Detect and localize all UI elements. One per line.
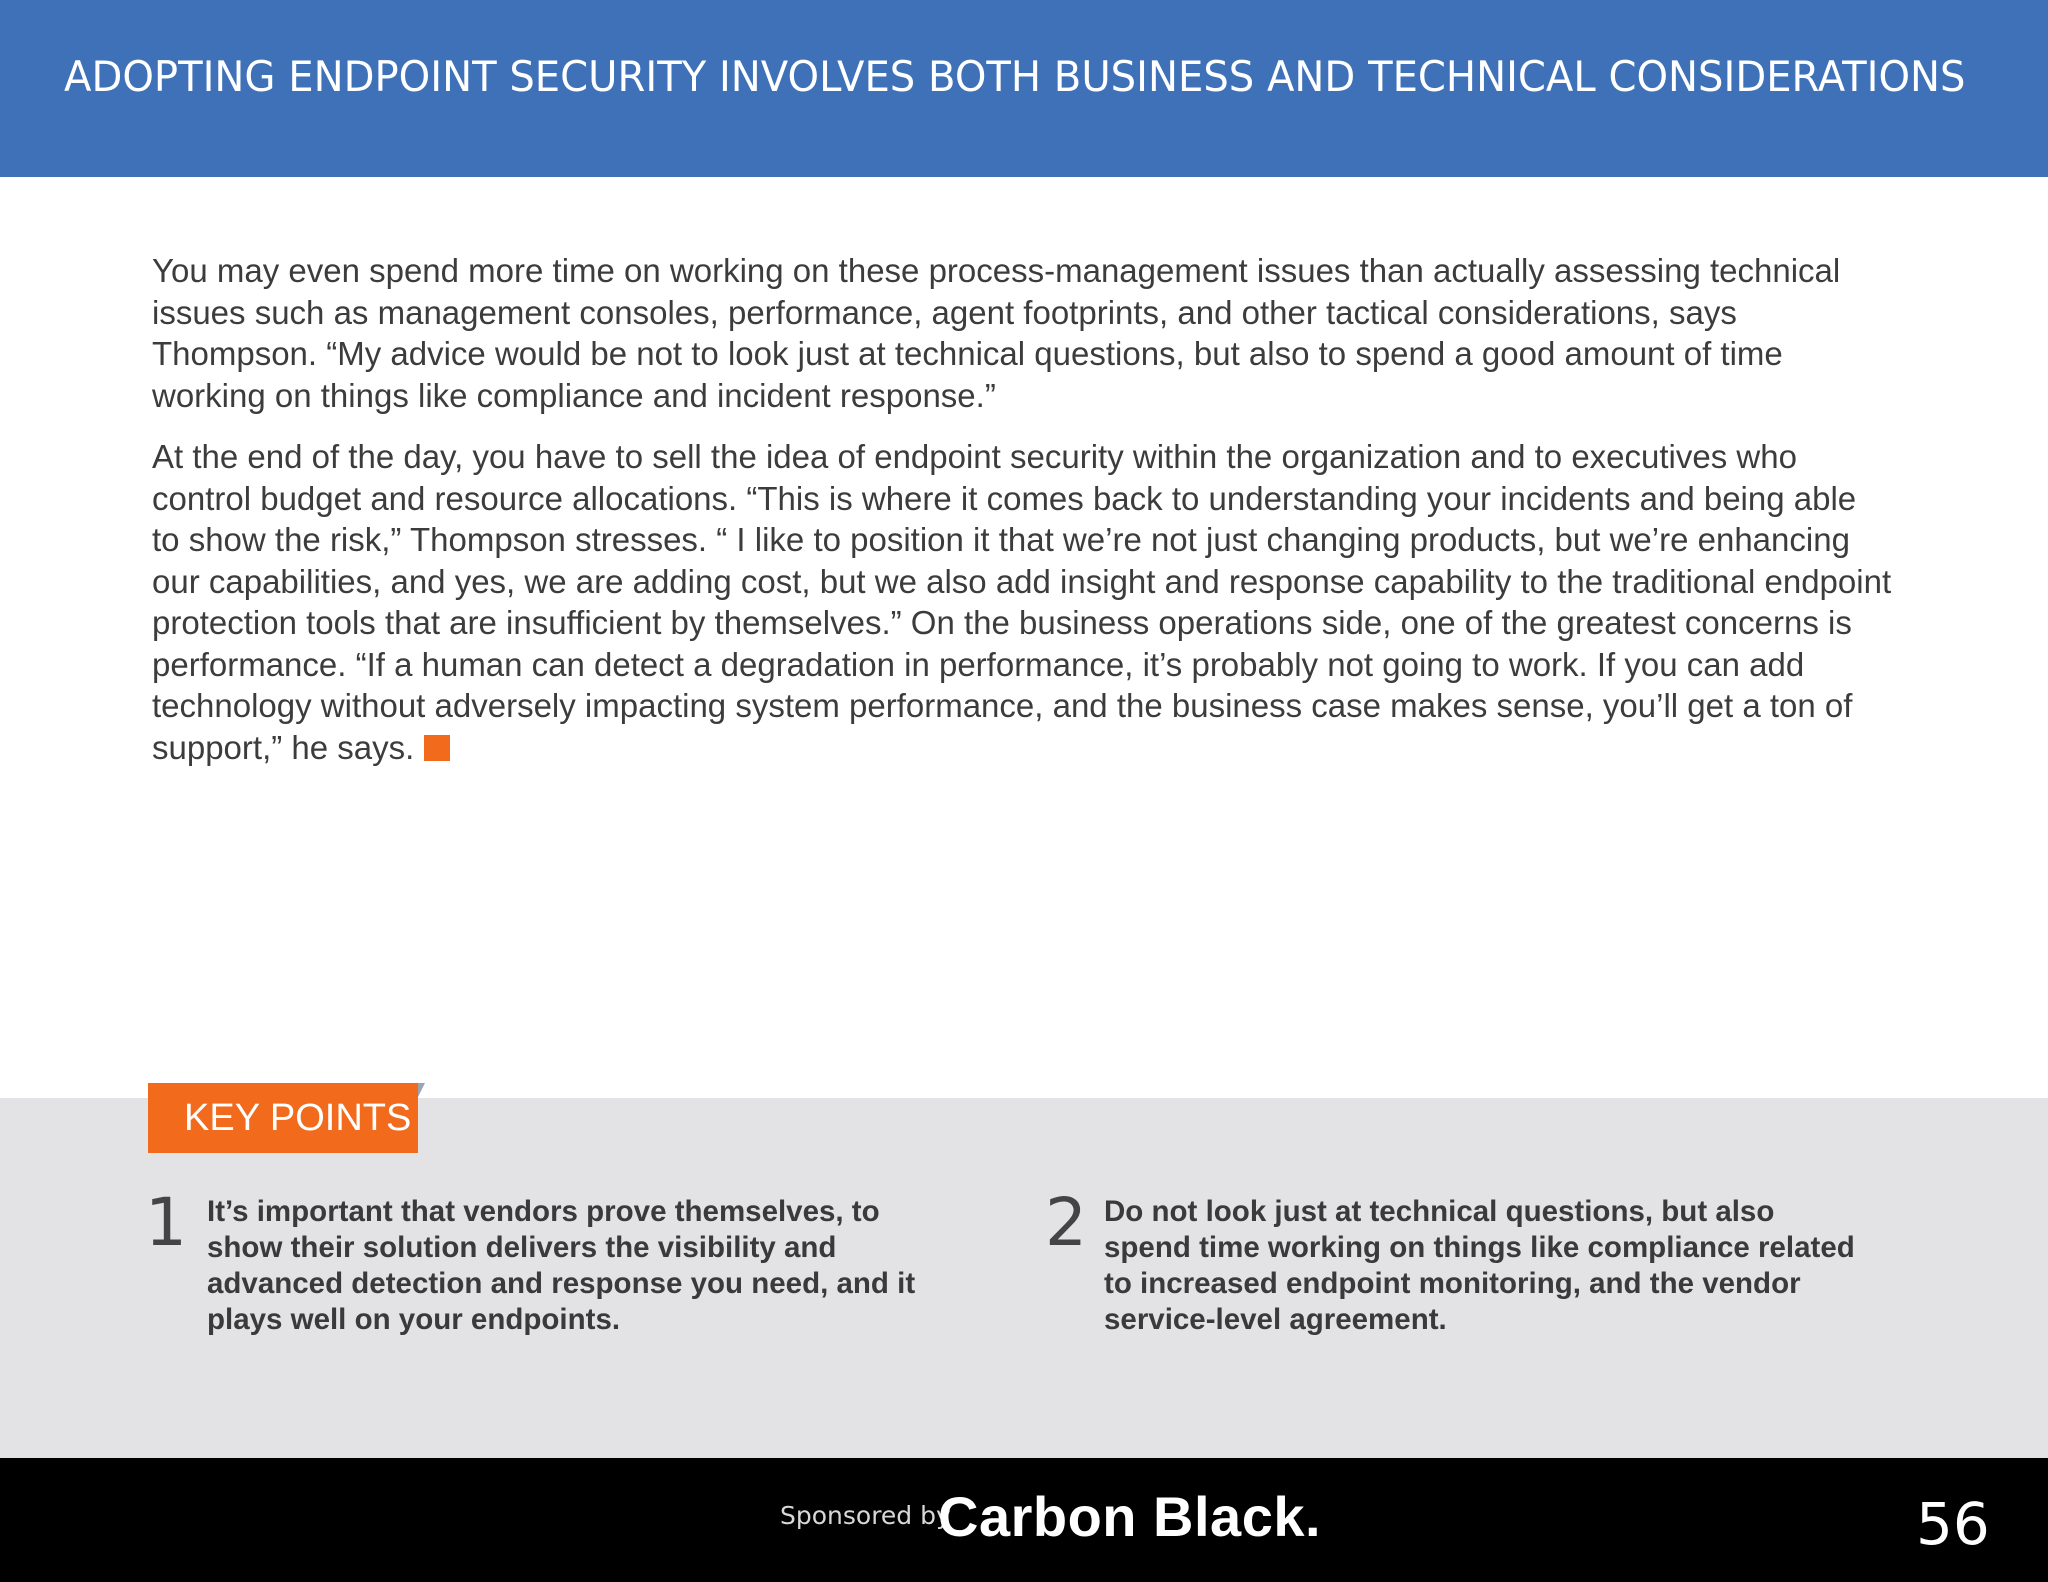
article-body	[152, 250, 1892, 788]
key-points-label: KEY POINTS	[148, 1083, 418, 1153]
body-paragraph-text: You may even spend more time on working on these process-management issues than actually assessing technical issues such as management consoles, performance, agent footprints, and other tactical considerations, says Thompson. “My advice would be not to look just at technical questions, but also to spend a good amount of time working on things like compliance and incident response.”	[152, 252, 1841, 414]
body-paragraph-text: At the end of the day, you have to sell the idea of endpoint security within the organization and to executives who control budget and resource allocations. “This is where it comes back to understanding your incidents and being able to show the risk,” Thompson stresses. “ I like to position it that we’re not just changing products, but we’re enhancing our capabilities, and yes, we are adding cost, but we also add insight and response capability to the traditional endpoint protection tools that are insufficient by themselves.” On the business operations side, one of the greatest concerns is performance. “If a human can detect a degradation in performance, it’s probably not going to work. If you can add technology without adversely impacting system performance, and the business case makes sense, you’ll get a ton of support,” he says.	[152, 438, 1892, 766]
key-point-text: It’s important that vendors prove themselves, to show their solution delivers the visibility and advanced detection and response you need, and it plays well on your endpoints.	[207, 1195, 916, 1336]
body-paragraph	[152, 436, 1892, 768]
body-paragraph	[152, 250, 1892, 416]
page-header	[0, 0, 2048, 177]
page-number: 56	[1916, 1490, 1990, 1558]
key-point-text: Do not look just at technical questions, but also spend time working on things like compliance related to increased endpoint monitoring, and the vendor service-level agreement.	[1104, 1195, 1855, 1336]
tab-fold-decoration	[418, 1083, 425, 1097]
key-point-number: 2	[1045, 1184, 1087, 1261]
end-of-article-square-icon	[424, 735, 450, 761]
key-point-number: 1	[145, 1184, 187, 1261]
sponsor-logo: Carbon Black.	[938, 1485, 1322, 1548]
sponsored-label: Sponsored by	[780, 1501, 951, 1530]
page-title: ADOPTING ENDPOINT SECURITY INVOLVES BOTH BUSINESS AND TECHNICAL CONSIDERATIONS	[64, 52, 1966, 101]
